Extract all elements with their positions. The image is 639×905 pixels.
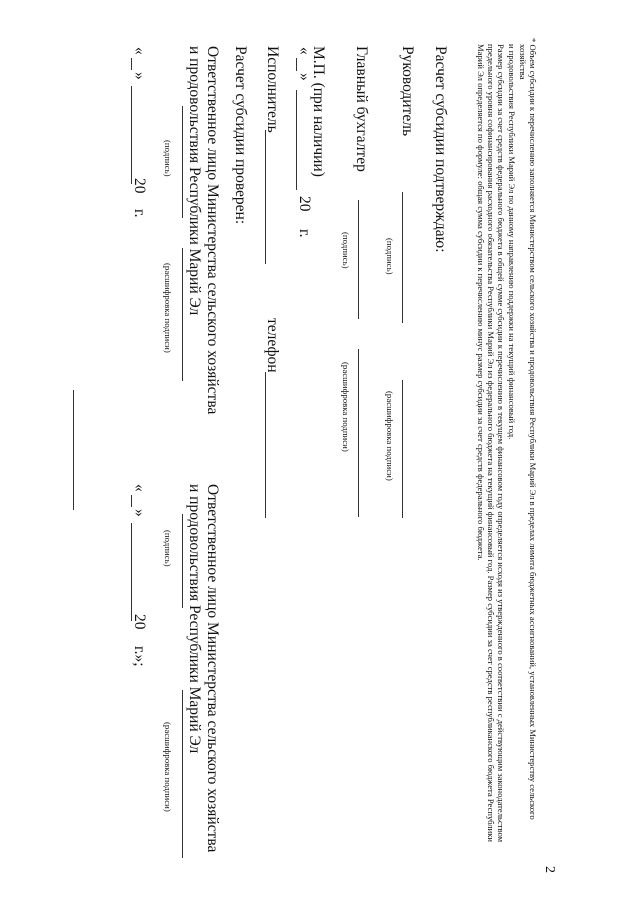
- confirm-date-year: 20: [296, 196, 313, 212]
- accountant-signature-caption: (подпись): [341, 232, 351, 269]
- footnote-line-5: предельного уровня софинансирования расходного обязательства Республики Марий Эл из федерального бюджета на текущий финансовый год. Размер субсидии за счет средств республиканского бюджета Республики: [486, 44, 496, 842]
- separator-line: [73, 390, 74, 510]
- right-date-close-quote: »: [131, 509, 148, 517]
- head-signature-caption: (подпись): [385, 238, 395, 275]
- right-date-day-line: [131, 495, 132, 507]
- phone-label: телефон: [264, 318, 281, 373]
- accountant-label: Главный бухгалтер: [353, 46, 370, 172]
- left-date-month-line: [131, 86, 132, 184]
- confirm-date-day-line: [296, 58, 297, 71]
- responsible-right-line2: и продовольствия Республики Марий Эл: [186, 484, 203, 754]
- left-date-open-quote: «: [131, 47, 148, 55]
- confirm-heading: Расчет субсидии подтверждаю:: [432, 46, 449, 253]
- left-date-close-quote: »: [131, 72, 148, 80]
- footnote-line-3: и продовольствия Республики Марий Эл по данному направлению поддержки на текущий финансовый год.: [507, 44, 517, 440]
- footnote-line-1: * Объем субсидии к перечислению заполняется Министерством сельского хозяйства и продовольствия Республики Марий Эл в пределах лимита бюджетных ассигнований, установленных Министерству сельского: [528, 38, 538, 820]
- left-decode-caption: (расшифровка подписи): [163, 263, 173, 353]
- right-date-suffix: г.»;: [131, 646, 148, 667]
- left-date-suffix: г.: [131, 209, 148, 218]
- page-number: 2: [542, 866, 557, 873]
- footnote-line-4: Размер субсидии за счет средств федерального бюджета в общей сумме субсидии к перечислению в текущем финансовом году определяется исходя из утвержденного в соответствии с действующим законодательством: [496, 44, 506, 843]
- head-label: Руководитель: [399, 46, 416, 137]
- responsible-left-line2: и продовольствия Республики Марий Эл: [186, 46, 203, 316]
- checked-heading: Расчет субсидии проверен:: [232, 46, 249, 225]
- right-date-month-line: [131, 523, 132, 621]
- left-signature-line: [182, 106, 183, 218]
- accountant-decode-caption: (расшифровка подписи): [341, 362, 351, 452]
- left-decode-line: [182, 248, 183, 381]
- footnote-line-6: Марий Эл определяется по формуле: общая сумма субсидии к перечислению минус размер субсидии за счет средств федерального бюджета.: [476, 44, 486, 561]
- confirm-date-month-line: [296, 90, 297, 190]
- executor-name-line: [265, 130, 266, 264]
- left-date-year: 20: [131, 178, 148, 194]
- confirm-date-suffix: г.: [296, 229, 313, 238]
- responsible-right-line1: Ответственное лицо Министерства сельского хозяйства: [204, 484, 221, 853]
- seal-label: М.П. (при наличии): [310, 46, 327, 177]
- right-signature-line: [182, 514, 183, 608]
- left-signature-caption: (подпись): [163, 140, 173, 177]
- head-signature-line: [402, 192, 403, 323]
- executor-label-visible: Исполнитель: [264, 46, 281, 133]
- responsible-left-line1: Ответственное лицо Министерства сельского хозяйства: [204, 46, 221, 415]
- head-decode-caption: (расшифровка подписи): [385, 391, 395, 481]
- accountant-signature-line: [358, 200, 359, 319]
- confirm-date-open-quote: «: [296, 47, 313, 55]
- phone-line: [265, 372, 266, 518]
- right-date-year: 20: [131, 614, 148, 630]
- right-signature-caption: (подпись): [163, 530, 173, 567]
- right-decode-caption: (расшифровка подписи): [163, 722, 173, 812]
- head-decode-line: [402, 380, 403, 518]
- confirm-date-close-quote: »: [296, 73, 313, 81]
- right-decode-line: [182, 690, 183, 858]
- left-date-day-line: [131, 58, 132, 70]
- accountant-decode-line: [358, 349, 359, 517]
- right-date-open-quote: «: [131, 484, 148, 492]
- footnote-line-2: хозяйства: [518, 44, 528, 80]
